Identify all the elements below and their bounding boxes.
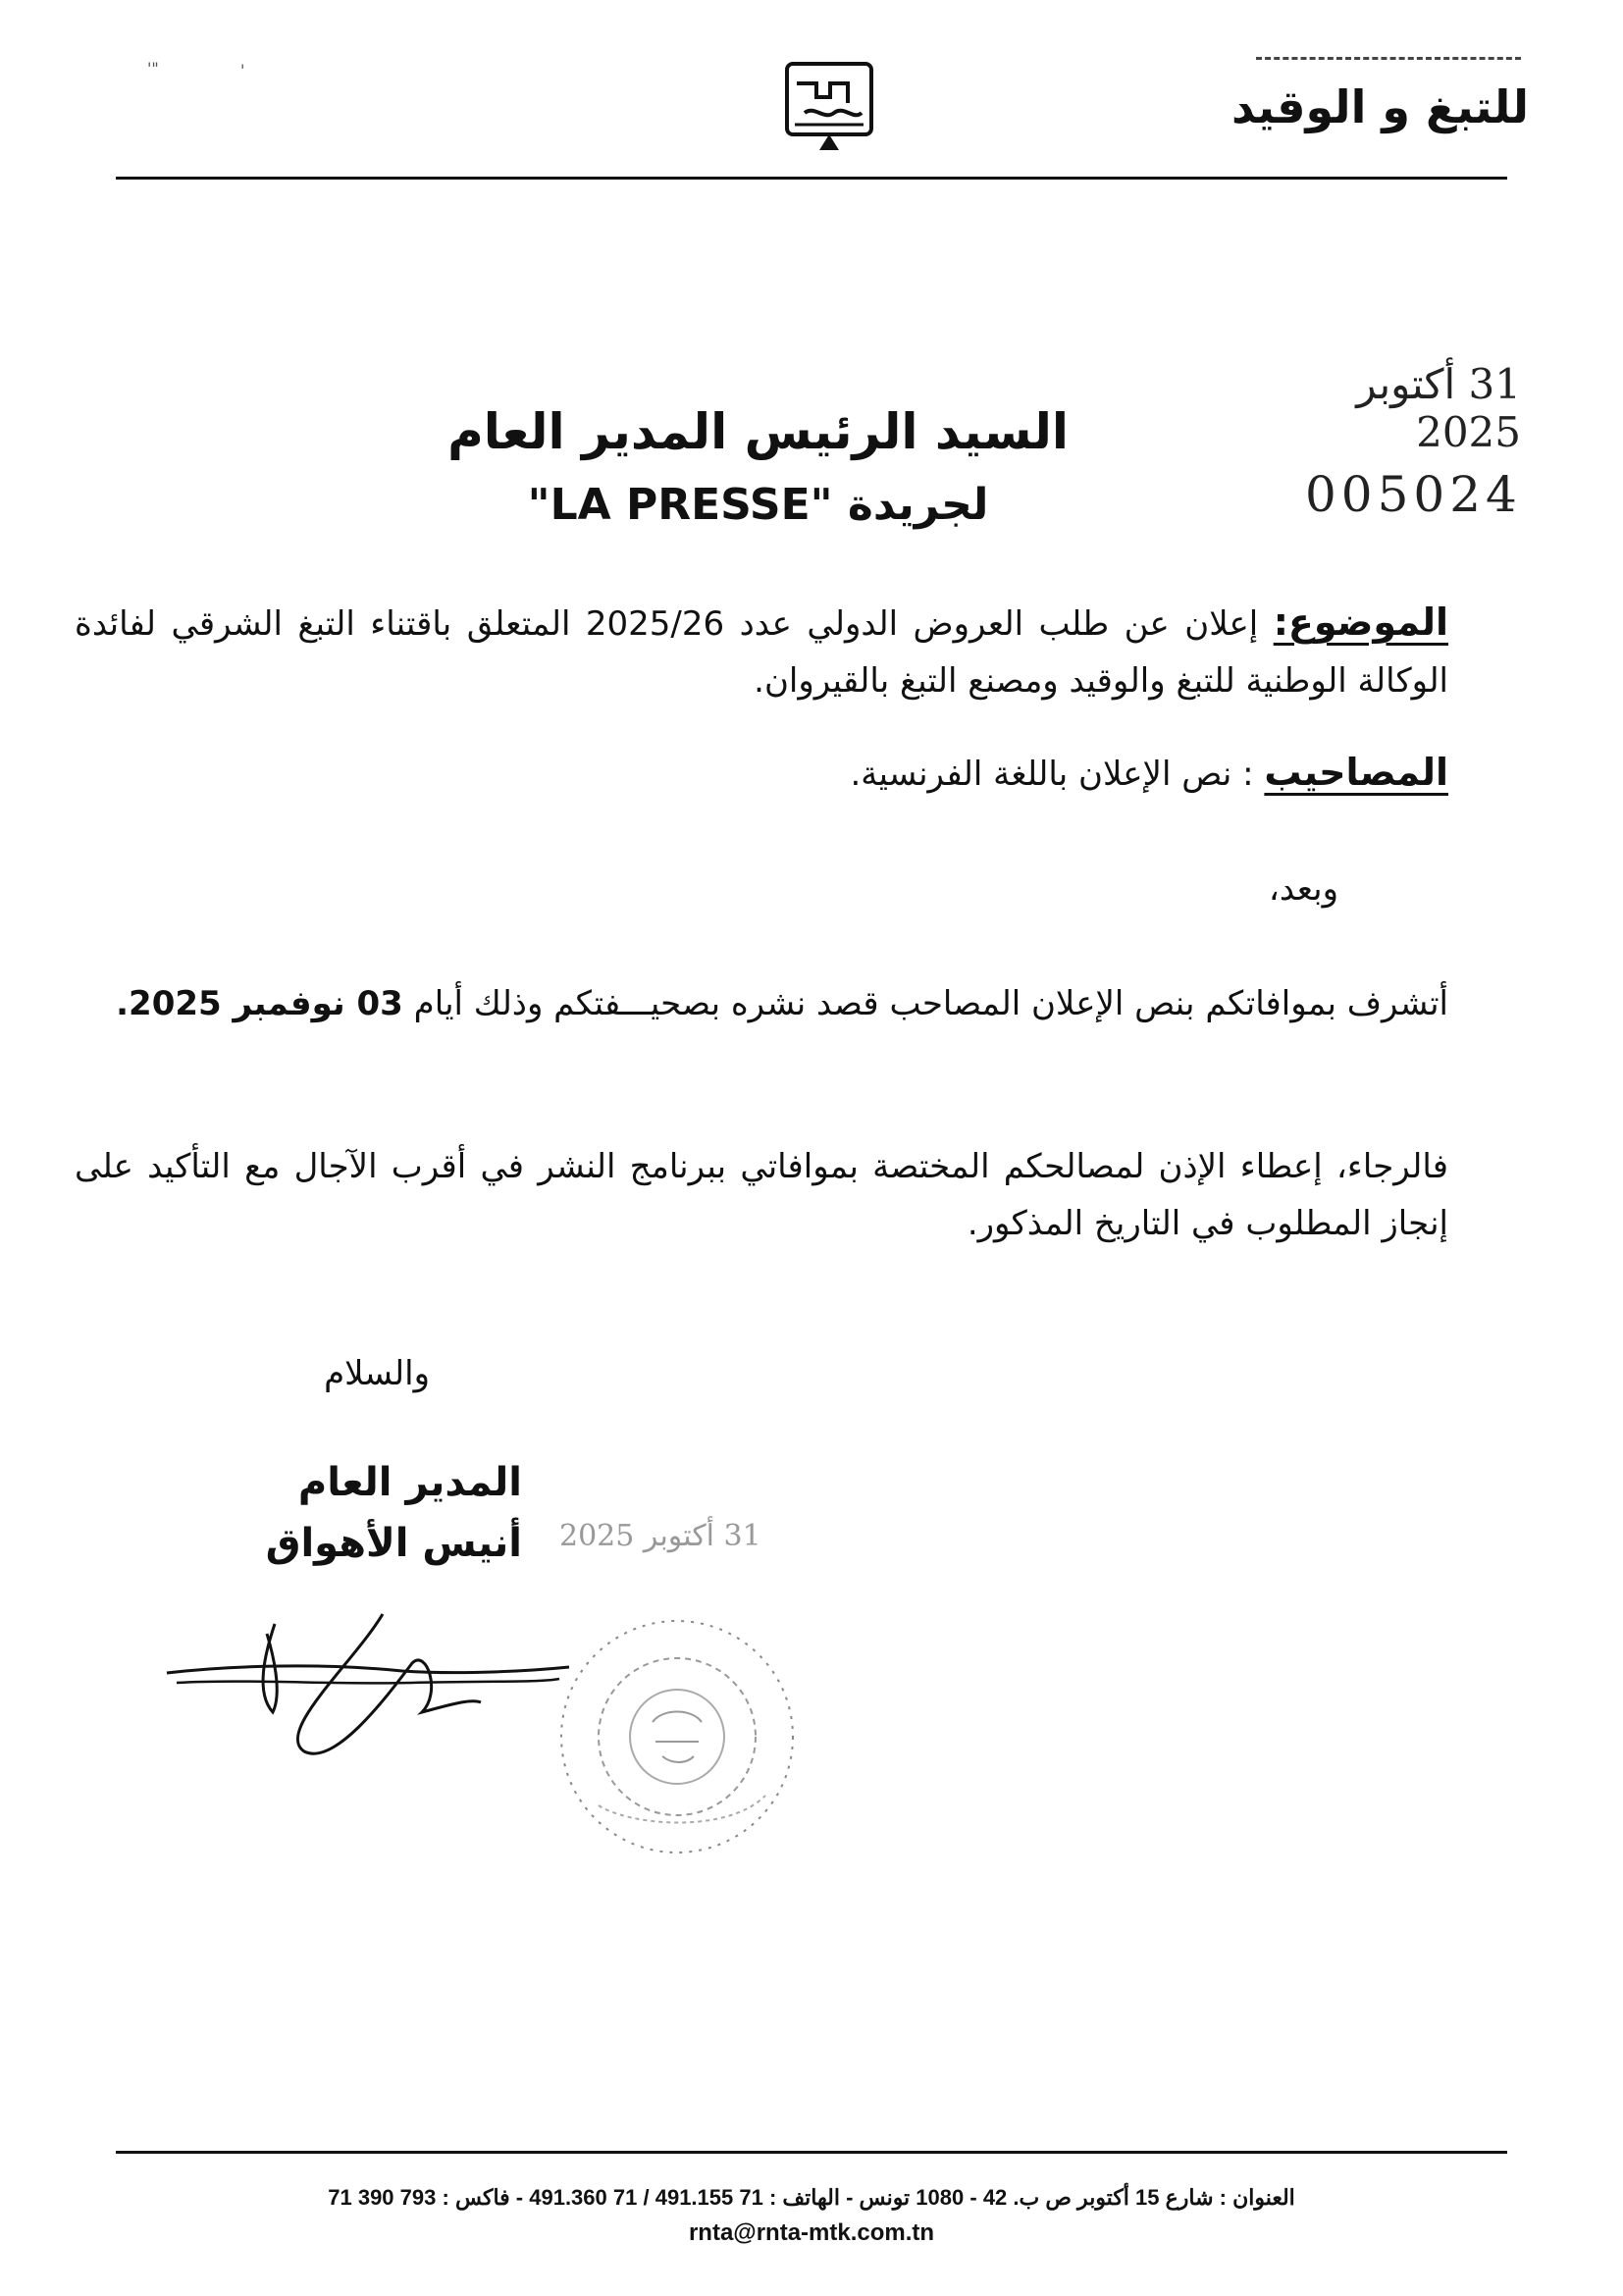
signatory-name: أنيس الأهواق (265, 1521, 522, 1566)
body-paragraph-2: فالرجاء، إعطاء الإذن لمصالحكم المختصة بموافاتي ببرنامج النشر في أقرب الآجال مع التأكيد على إنجاز المطلوب في التاريخ المذكور. (75, 1147, 1448, 1243)
subject-paragraph (75, 594, 1448, 709)
attachment-text: : نص الإعلان باللغة الفرنسية. (850, 755, 1254, 794)
footer-email: rnta@rnta-mtk.com.tn (688, 2219, 935, 2246)
official-seal-icon (550, 1609, 805, 1864)
signatory-block (266, 1452, 522, 1574)
addressee-newspaper: لجريدة "LA PRESSE" (527, 480, 989, 530)
organization-logo-icon (775, 54, 883, 162)
addressee-block (447, 392, 1069, 540)
handwritten-signature (157, 1594, 589, 1771)
scan-mark: '" (147, 59, 159, 78)
body-paragraph-1 (75, 975, 1448, 1032)
signatory-title: المدير العام (297, 1460, 522, 1505)
footer-address: العنوان : شارع 15 أكتوبر ص ب. 42 - 1080 تونس - الهاتف : 71 491.155 / 71 491.360 - فاكس : 793 390 71 (328, 2185, 1295, 2210)
footer-divider (116, 2151, 1507, 2154)
attachment-line (75, 744, 1448, 803)
reference-number: 005024 (1305, 466, 1522, 523)
greeting: وبعد، (1268, 869, 1338, 909)
date-stamp: 31 أكتوبر 2025 (1356, 360, 1521, 456)
closing: والسلام (324, 1354, 430, 1393)
publication-date: 03 نوفمبر 2025. (116, 984, 403, 1023)
attachment-label: المصاحيب (1264, 751, 1448, 794)
subject-label: الموضوع: (1273, 600, 1448, 644)
organization-name: للتبغ و الوقيد (1231, 80, 1529, 133)
addressee-title: السيد الرئيس المدير العام (447, 403, 1069, 460)
scan-mark: ' (240, 61, 245, 79)
header-top-line (1256, 57, 1521, 64)
paragraph-1-text: أتشرف بموافاتكم بنص الإعلان المصاحب قصد نشره بصحيـــفتكم وذلك أيام (413, 984, 1448, 1023)
subject-text: إعلان عن طلب العروض الدولي عدد 2025/26 المتعلق باقتناء التبغ الشرقي لفائدة الوكالة الوطنية للتبغ والوقيد ومصنع التبغ بالقيروان. (75, 604, 1448, 701)
signature-date-stamp: 31 أكتوبر 2025 (559, 1519, 761, 1553)
header-divider (116, 177, 1507, 180)
